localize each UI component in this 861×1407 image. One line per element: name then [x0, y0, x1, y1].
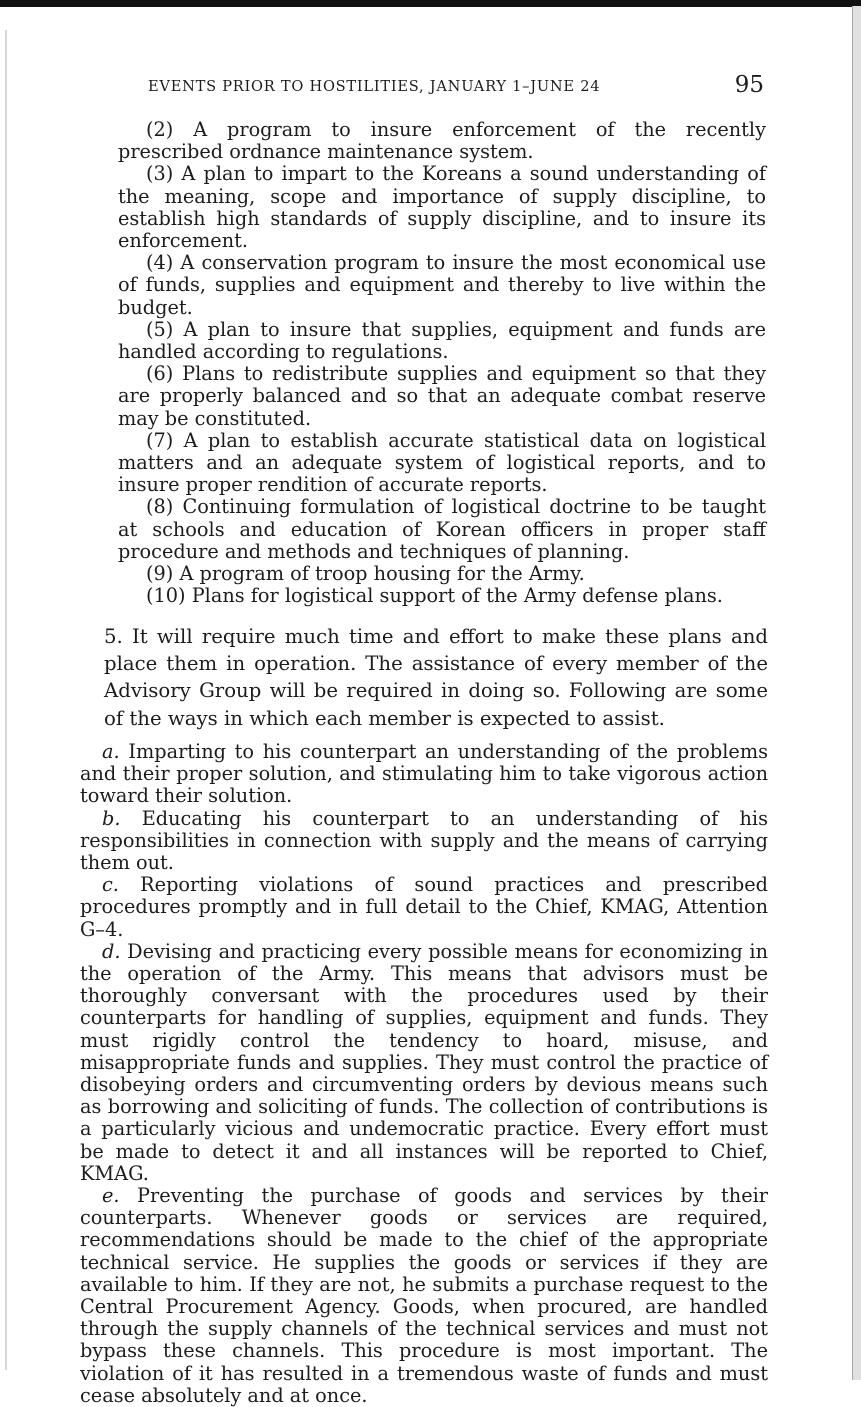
item-letter: d. [102, 939, 121, 963]
lettered-item [80, 808, 768, 875]
list-item: (6) Plans to redistribute supplies and equipment so that they are properly balanced and so that an adequate combat reserve may be constituted. [118, 362, 766, 430]
lettered-item [80, 1185, 768, 1407]
item-text: Preventing the purchase of goods and services by their counterparts. Whenever goods or services are required, recommendations should be made to the chief of the appropriate technical service. He supplies the goods or services if they are available to him. If they are not, he submits a purchase request to the Central Procurement Agency. Goods, when procured, are handled through the supply channels of the technical services and must not bypass these channels. This procedure is most important. The violation of it has resulted in a tremendous waste of funds and must cease absolutely and at once. [80, 1184, 768, 1407]
lettered-list [80, 741, 768, 1407]
item-text: Reporting violations of sound practices and prescribed procedures promptly and in full detail to the Chief, KMAG, Attention G–4. [80, 873, 768, 941]
lettered-item [80, 741, 768, 808]
running-head: EVENTS PRIOR TO HOSTILITIES, JANUARY 1–JUNE 24 [148, 78, 601, 95]
lettered-item [80, 941, 768, 1185]
paragraph-5-text: 5. It will require much time and effort to make these plans and place them in operation. The assistance of every member of the Advisory Group will be required in doing so. Following are some of the ways in which each member is expected to assist. [104, 625, 768, 730]
list-item: (3) A plan to impart to the Koreans a sound understanding of the meaning, scope and importance of supply discipline, to establish high standards of supply discipline, and to insure its enforcement. [118, 162, 766, 253]
item-text: Imparting to his counterpart an understanding of the problems and their proper solution, and stimulating him to take vigorous action toward their solution. [80, 740, 768, 808]
list-item: (2) A program to insure enforcement of the recently prescribed ordnance maintenance system. [118, 118, 766, 164]
list-item: (10) Plans for logistical support of the Army defense plans. [146, 584, 723, 608]
item-letter: c. [102, 873, 119, 897]
list-item: (4) A conservation program to insure the most economical use of funds, supplies and equipment and thereby to live within the budget. [118, 251, 766, 319]
page-top-border [0, 0, 861, 7]
list-item: (9) A program of troop housing for the Army. [146, 562, 585, 586]
list-item: (5) A plan to insure that supplies, equipment and funds are handled according to regulations. [118, 317, 766, 364]
lettered-item [80, 874, 768, 941]
item-letter: e. [102, 1184, 120, 1208]
numbered-list [118, 119, 766, 607]
page-right-edge [852, 6, 861, 1380]
page-left-edge [5, 30, 7, 1370]
list-item: (8) Continuing formulation of logistical doctrine to be taught at schools and education of Korean officers in proper staff procedure and methods and techniques of planning. [118, 495, 766, 563]
item-text: Educating his counterpart to an understanding of his responsibilities in connection with supply and the means of carrying them out. [80, 806, 768, 875]
item-letter: b. [102, 806, 121, 830]
item-letter: a. [102, 740, 120, 763]
paragraph-5 [104, 623, 768, 732]
page-header [148, 72, 764, 102]
list-item: (7) A plan to establish accurate statistical data on logistical matters and an adequate system of logistical reports, and to insure proper rendition of accurate reports. [118, 428, 766, 497]
item-text: Devising and practicing every possible means for economizing in the operation of the Army. This means that advisors must be thoroughly conversant with the procedures used by their counterparts for handling of supplies, equipment and funds. They must rigidly control the tendency to hoard, misuse, and misappropriate funds and supplies. They must control the practice of disobeying orders and circumventing orders by devious means such as borrowing and soliciting of funds. The collection of contributions is a particularly vicious and undemocratic practice. Every effort must be made to detect it and all instances will be reported to Chief, KMAG. [80, 939, 768, 1185]
page-number: 95 [734, 72, 764, 98]
